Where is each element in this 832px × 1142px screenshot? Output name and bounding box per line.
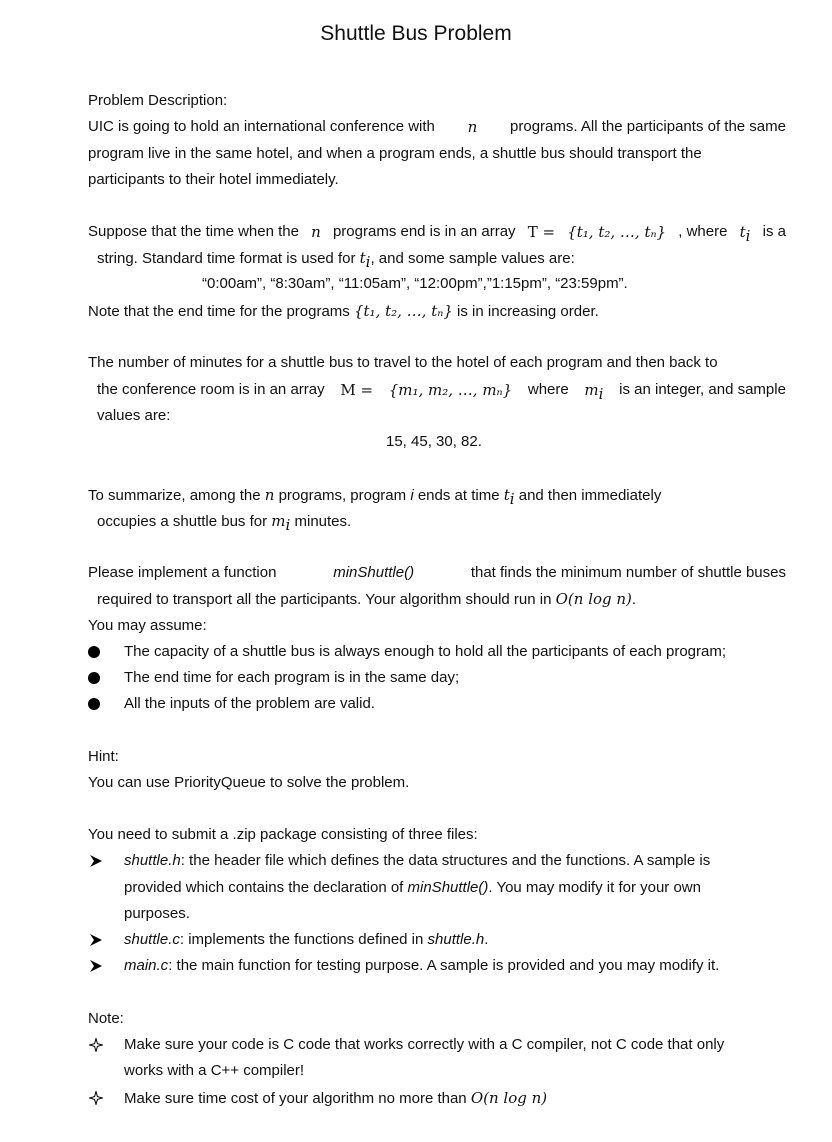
assumption-item: The capacity of a shuttle bus is always enough to hold all the participants of each program; xyxy=(124,643,727,660)
time-line-4: Note that the end time for the programs {t₁, t₂, …, tₙ} is in increasing order. xyxy=(88,302,599,320)
assumption-item: All the inputs of the problem are valid. xyxy=(124,695,375,712)
note-heading: Note: xyxy=(88,1010,124,1027)
minutes-line-3: values are: xyxy=(97,407,171,424)
note-item: Make sure time cost of your algorithm no more than O(n log n) xyxy=(124,1089,548,1107)
description-heading: Problem Description: xyxy=(88,92,228,109)
file-item: shuttle.c: implements the functions defined in shuttle.h. xyxy=(124,931,489,948)
task-line-2: required to transport all the participants. Your algorithm should run in O(n log n). xyxy=(97,590,637,608)
time-line-1: Suppose that the time when the n programs end is in an array T = {t₁, t₂, …, tₙ} , where $t_i$ is a xyxy=(88,223,786,245)
file-item: main.c: the main function for testing purpose. A sample is provided and you may modify it. xyxy=(124,957,720,974)
summary-line-2: occupies a shuttle bus for $m_i$ minutes. xyxy=(97,512,352,534)
note-item-line-1: Make sure your code is C code that works correctly with a C compiler, not C code that only xyxy=(124,1036,725,1053)
assumption-item: The end time for each program is in the same day; xyxy=(124,669,460,686)
arrow-bullet-icon xyxy=(88,932,104,948)
note-item-line-2: works with a C++ compiler! xyxy=(124,1062,305,1079)
file-item-line-2: provided which contains the declaration of minShuttle(). You may modify it for your own xyxy=(124,879,701,896)
minutes-line-2: the conference room is in an array M = {m₁, m₂, …, mₙ} where $m_i$ is an integer, and sample xyxy=(97,381,786,403)
arrow-bullet-icon xyxy=(88,853,104,869)
file-item-line-3: purposes. xyxy=(124,905,190,922)
submit-intro: You need to submit a .zip package consisting of three files: xyxy=(88,826,478,843)
hint-heading: Hint: xyxy=(88,748,119,765)
description-line-2: program live in the same hotel, and when a program ends, a shuttle bus should transport the xyxy=(88,145,702,162)
page-title: Shuttle Bus Problem xyxy=(320,22,512,45)
time-line-2: string. Standard time format is used for $t_i$, and some sample values are: xyxy=(97,249,575,271)
file-item-line-1: shuttle.h: the header file which defines the data structures and the functions. A sample is xyxy=(124,852,711,869)
bullet-icon xyxy=(88,672,100,684)
description-line-3: participants to their hotel immediately. xyxy=(88,171,339,188)
hint-text: You can use PriorityQueue to solve the problem. xyxy=(88,774,410,791)
minutes-samples: 15, 45, 30, 82. xyxy=(386,433,482,450)
bullet-icon xyxy=(88,698,100,710)
summary-line-1: To summarize, among the n programs, program i ends at time $t_i$ and then immediately xyxy=(88,486,662,508)
assume-heading: You may assume: xyxy=(88,617,207,634)
arrow-bullet-icon xyxy=(88,958,104,974)
minutes-line-1: The number of minutes for a shuttle bus to travel to the hotel of each program and then back to xyxy=(88,354,718,371)
star-bullet-icon xyxy=(89,1091,103,1105)
time-samples: “0:00am”, “8:30am”, “11:05am”, “12:00pm”,”1:15pm”, “23:59pm”. xyxy=(202,275,628,292)
star-bullet-icon xyxy=(89,1038,103,1052)
description-line-1: UIC is going to hold an international conference with n programs. All the participants of the same xyxy=(88,118,786,136)
task-line-1: Please implement a function minShuttle() that finds the minimum number of shuttle buses xyxy=(88,564,786,581)
bullet-icon xyxy=(88,646,100,658)
